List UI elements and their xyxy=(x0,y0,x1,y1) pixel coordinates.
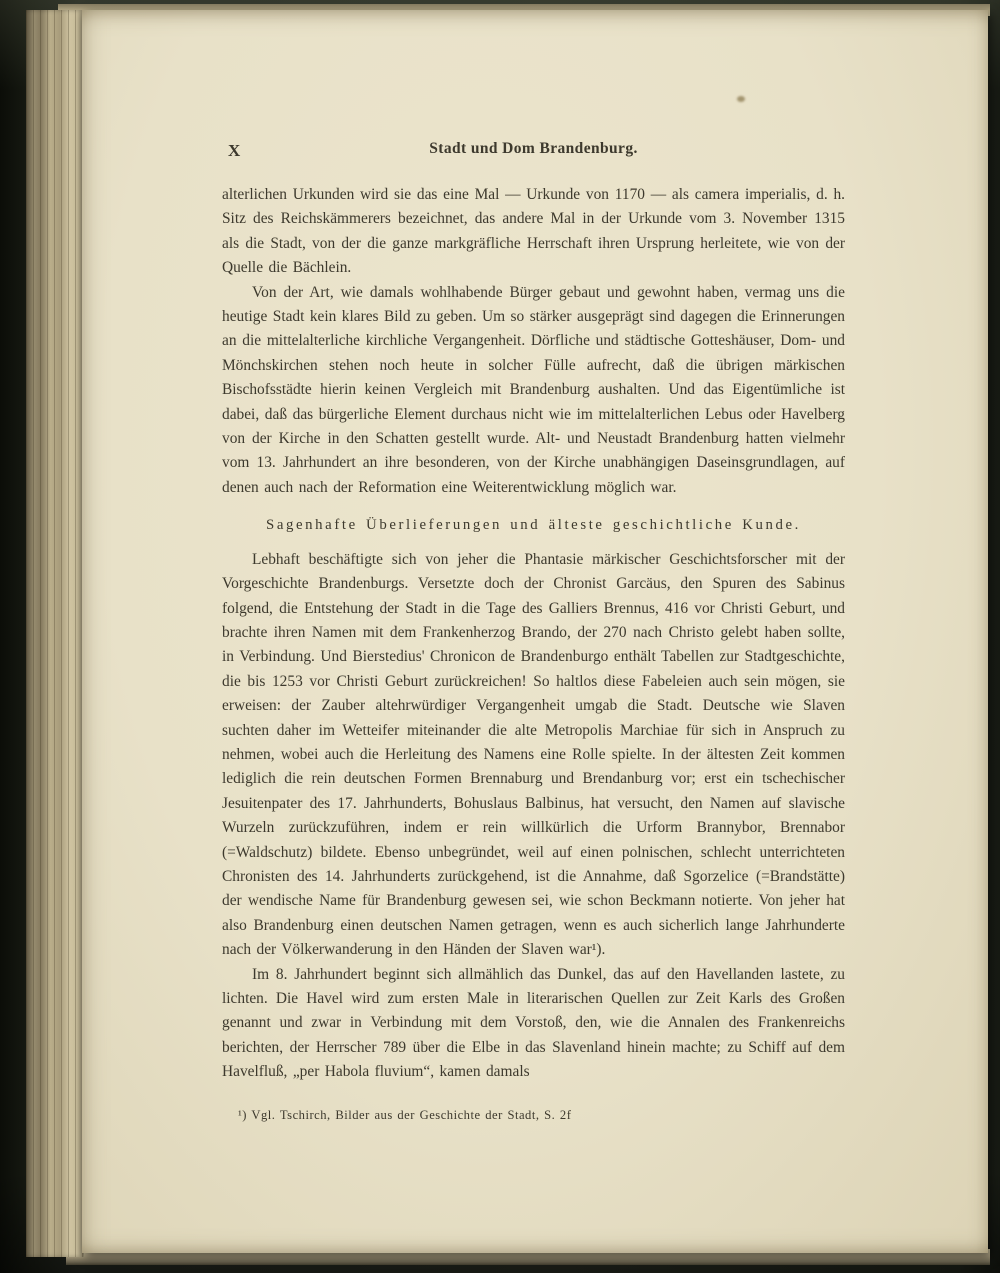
page-body xyxy=(222,183,845,1124)
footnote: ¹) Vgl. Tschirch, Bilder aus der Geschichte der Stadt, S. 2f xyxy=(238,1107,572,1122)
section-heading: Sagenhafte Überlieferungen und älteste geschichtliche Kunde. xyxy=(266,517,801,534)
page-header xyxy=(222,140,845,168)
body-paragraph: Im 8. Jahrhundert beginnt sich allmählich das Dunkel, das auf den Havellanden lastete, zu lichten. Die Havel wird zum ersten Male in literarischen Quellen zur Zeit Karls des Großen genannt und zwar in Verbindung mit dem Vorstoß, den, wie die Annalen des Frankenreichs berichten, der Herrscher 789 über die Elbe in das Slavenland hinein machte; zu Schiff auf dem Havelfluß, „per Habola fluvium“, kamen damals xyxy=(222,965,845,1081)
paper-speck xyxy=(737,96,745,102)
running-title: Stadt und Dom Brandenburg. xyxy=(429,140,638,157)
page-stack-fore-edge xyxy=(26,10,84,1257)
book-page xyxy=(82,10,988,1253)
body-paragraph: Lebhaft beschäftigte sich von jeher die Phantasie märkischer Geschichtsforscher mit der Vorgeschichte Brandenburgs. Versetzte doch der Chronist Garcäus, den Spuren des Sabinus folgend, die Entstehung der Stadt in die Tage des Galliers Brennus, 416 vor Christi Geburt, und brachte ihren Namen mit dem Frankenherzog Brando, der 270 nach Christo gelebt haben sollte, in Verbindung. Und Bierstedius' Chronicon de Brandenburgo enthält Tabellen zur Stadtgeschichte, die bis 1253 vor Christi Geburt zurückreichen! So haltlos diese Fabeleien auch sein mögen, sie erweisen: der Zauber altehrwürdiger Vergangenheit umgab die Stadt. Deutsche wie Slaven suchten daher im Wetteifer miteinander die alte Metropolis Marchiae für sich in Anspruch zu nehmen, wobei auch die Herleitung des Namens eine Rolle spielte. In der ältesten Zeit kommen lediglich die rein deutschen Formen Brennaburg und Brendanburg vor; erst ein tschechischer Jesuitenpater des 17. Jahrhunderts, Bohuslaus Balbinus, hat versucht, den Namen auf slavische Wurzeln zurückzuführen, indem er rein willkürlich die Urform Brannybor, Brennabor (=Waldschutz) bildete. Ebenso unbegründet, weil auf einen polnischen, schlecht unterrichteten Chronisten des 14. Jahrhunderts zurückgehend, ist die Annahme, daß Sgorzelice (=Brandstätte) der wendische Name für Brandenburg gewesen sei, wie schon Beckmann notierte. Von jeher hat also Brandenburg einen deutschen Namen getragen, wenn es auch sicherlich lange Jahrhunderte nach der Völkerwanderung in den Händen der Slaven war¹). xyxy=(222,550,845,959)
page-number: X xyxy=(228,141,242,160)
body-paragraph: Von der Art, wie damals wohlhabende Bürger gebaut und gewohnt haben, vermag uns die heutige Stadt kein klares Bild zu geben. Um so stärker ausgeprägt sind dagegen die Erinnerungen an die mittelalterliche kirchliche Vergangenheit. Dörfliche und städtische Gotteshäuser, Dom- und Mönchskirchen stehen noch heute in solcher Fülle aufrecht, daß die übrigen märkischen Bischofsstädte hierin keinen Vergleich mit Brandenburg aushalten. Und das Eigentümliche ist dabei, daß das bürgerliche Element durchaus nicht wie im mittelalterlichen Lebus oder Havelberg von der Kirche in den Schatten gestellt wurde. Alt- und Neustadt Brandenburg hatten vielmehr vom 13. Jahrhundert an ihre besonderen, von der Kirche unabhängigen Daseinsgrundlagen, auf denen auch nach der Reformation eine Weiterentwicklung möglich war. xyxy=(222,283,845,496)
body-paragraph: alterlichen Urkunden wird sie das eine Mal — Urkunde von 1170 — als camera imperialis, d. h. Sitz des Reichskämmerers bezeichnet, das andere Mal in der Urkunde vom 3. November 1315 als die Stadt, von der die ganze markgräfliche Herrschaft ihren Ursprung herleitete, wie von der Quelle die Bächlein. xyxy=(222,186,845,277)
